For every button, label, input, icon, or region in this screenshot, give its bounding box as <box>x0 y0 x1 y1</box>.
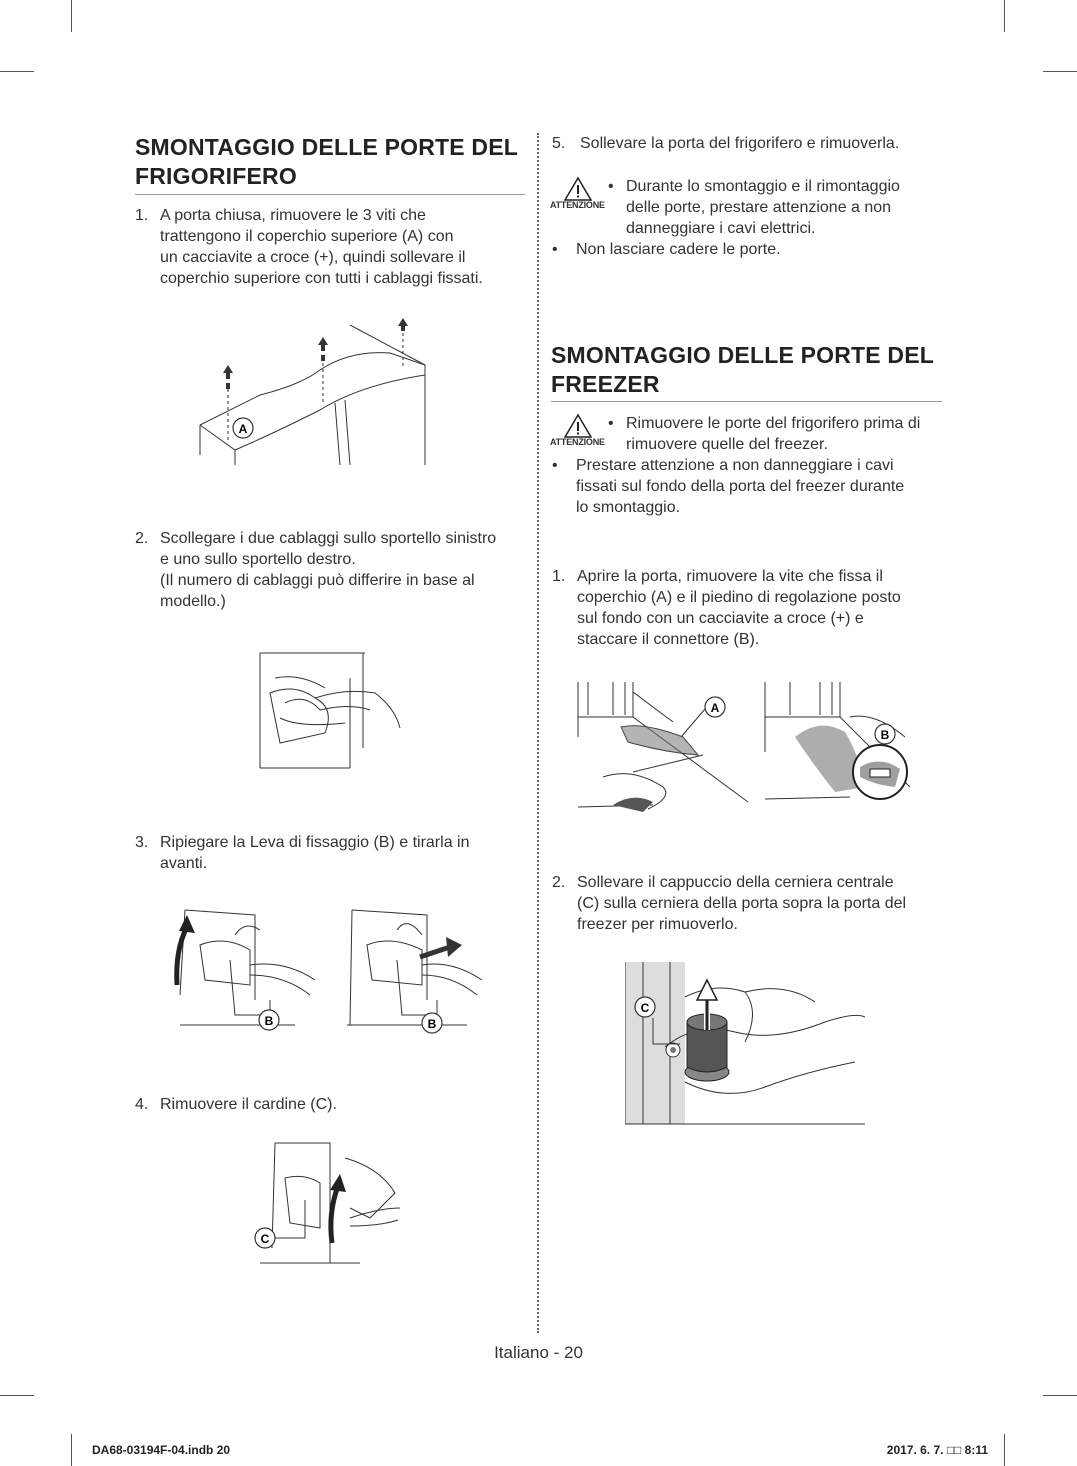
figure-hinge-removal <box>250 1138 410 1268</box>
caution-bullet: • Durante lo smontaggio e il rimontaggio delle porte, prestare attenzione a non danneggiare i cavi elettrici. <box>608 178 900 237</box>
warning-triangle-icon <box>563 413 593 439</box>
figure-lever-right <box>342 905 497 1035</box>
figure-freezer-cover <box>573 677 753 812</box>
step-text: Sollevare il cappuccio della cerniera centrale (C) sulla cerniera della porta sopra la porta del freezer per rimuoverlo. <box>577 874 907 933</box>
figure-label-c: C <box>640 1001 650 1015</box>
step-number: 3. <box>135 834 149 851</box>
section-rule <box>135 194 525 195</box>
footer-date: 2017. 6. 7. □□ 8:11 <box>886 1443 988 1457</box>
crop-mark <box>71 0 72 32</box>
figure-label-c: C <box>260 1232 270 1246</box>
crop-mark <box>1004 0 1005 32</box>
crop-mark <box>71 1434 72 1466</box>
figure-label-b: B <box>264 1014 274 1028</box>
step-text: Sollevare la porta del frigorifero e rimuoverla. <box>580 135 900 152</box>
footer-file: DA68-03194F-04.indb 20 <box>92 1443 231 1457</box>
step-number: 2. <box>135 530 149 547</box>
freezer-step-2 <box>552 872 952 937</box>
step-text: Ripiegare la Leva di fissaggio (B) e tirarla in avanti. <box>160 834 470 872</box>
freezer-step-1 <box>552 566 952 656</box>
figure-freezer-connector <box>760 677 915 812</box>
caution-block <box>550 413 610 453</box>
figure-hinge-cap <box>625 962 870 1137</box>
figure-label-b: B <box>427 1017 437 1031</box>
step-5 <box>552 133 952 155</box>
step-number: 2. <box>552 874 566 891</box>
section-title-fridge: SMONTAGGIO DELLE PORTE DEL FRIGORIFERO <box>135 134 519 189</box>
step-4 <box>135 1094 535 1116</box>
caution-block <box>550 176 610 216</box>
step-2 <box>135 528 535 618</box>
crop-mark <box>0 71 34 72</box>
step-number: 1. <box>552 568 566 585</box>
step-text: A porta chiusa, rimuovere le 3 viti che trattengono il coperchio superiore (A) con un cacciavite a croce (+), quindi sollevare il coperchio superiore con tutti i cablaggi fissati. <box>160 207 483 287</box>
caution-label: ATTENZIONE <box>550 200 605 210</box>
step-text: Aprire la porta, rimuovere la vite che fissa il coperchio (A) e il piedino di regolazione posto sul fondo con un cacciavite a croce (+) e staccare il connettore (B). <box>577 568 901 648</box>
bullet-item: • Non lasciare cadere le porte. <box>552 241 781 258</box>
figure-top-cover <box>190 315 450 470</box>
step-number: 4. <box>135 1096 149 1113</box>
crop-mark <box>1043 71 1077 72</box>
step-text: Rimuovere il cardine (C). <box>160 1096 337 1113</box>
step-number: 5. <box>552 135 566 152</box>
crop-mark <box>0 1395 34 1396</box>
crop-mark <box>1004 1434 1005 1466</box>
crop-mark <box>1043 1395 1077 1396</box>
bullet-item: • Prestare attenzione a non danneggiare i cavi fissati sul fondo della porta del freezer durante lo smontaggio. <box>552 457 905 516</box>
figure-label-a: A <box>238 422 248 436</box>
step-text: Scollegare i due cablaggi sullo sportello sinistro e uno sullo sportello destro. (Il numero di cablaggi può differire in base al modello.) <box>160 530 497 610</box>
step-number: 1. <box>135 207 149 224</box>
step-3 <box>135 832 535 877</box>
caution-label: ATTENZIONE <box>550 437 605 447</box>
column-divider <box>537 133 539 1333</box>
caution-bullet: • Rimuovere le porte del frigorifero prima di rimuovere quelle del freezer. <box>608 415 921 453</box>
figure-lever-left <box>165 905 330 1035</box>
page-number: Italiano - 20 <box>494 1343 583 1362</box>
figure-label-b: B <box>880 728 890 742</box>
warning-triangle-icon <box>563 176 593 202</box>
step-1 <box>135 205 535 295</box>
section-title-freezer: SMONTAGGIO DELLE PORTE DEL FREEZER <box>551 342 935 397</box>
section-rule <box>551 401 942 402</box>
figure-label-a: A <box>710 701 720 715</box>
figure-wiring-disconnect <box>255 648 405 773</box>
